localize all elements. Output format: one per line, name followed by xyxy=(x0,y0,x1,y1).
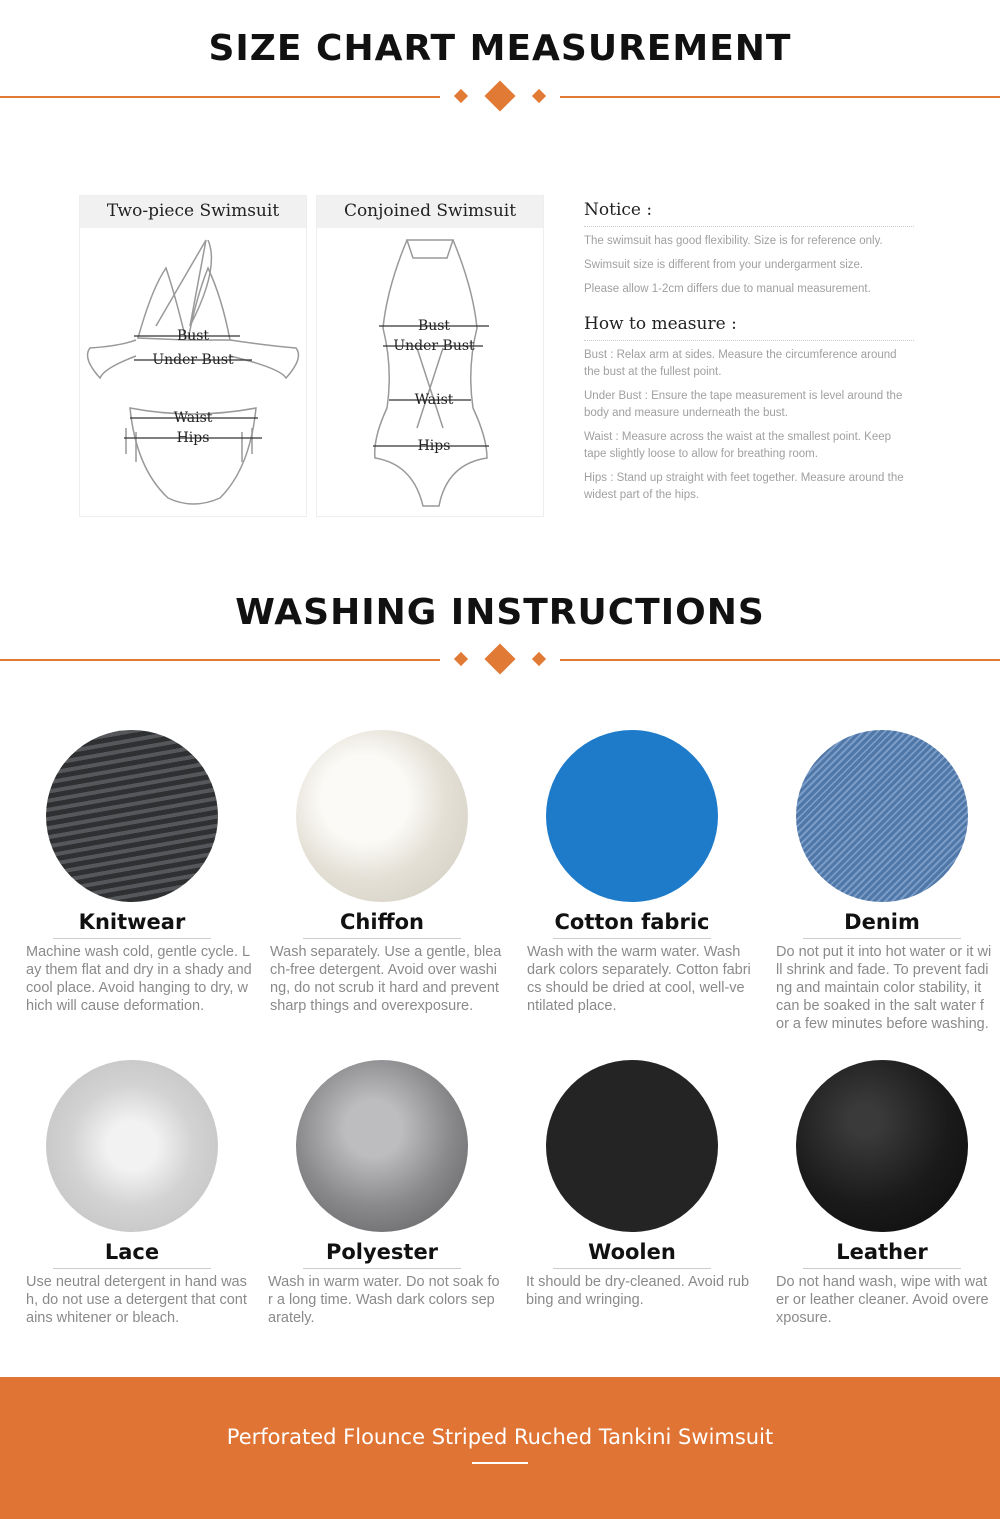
conjoined-header: Conjoined Swimsuit xyxy=(317,196,543,228)
chiffon-swatch xyxy=(296,730,468,902)
knitwear-swatch xyxy=(46,730,218,902)
section-divider xyxy=(0,82,1000,112)
notice-item: Swimsuit size is different from your undergarment size. xyxy=(584,259,864,271)
fabric-desc: Machine wash cold, gentle cycle. Lay them flat and dry in a shady and cool place. Avoid hanging to dry, which will cause deformation. xyxy=(26,944,252,1014)
notice-item: Please allow 1-2cm differs due to manual measurement. xyxy=(584,283,871,295)
fabric-card-woolen xyxy=(512,1060,752,1309)
notice-title: Notice : xyxy=(584,200,914,227)
fabric-desc: Use neutral detergent in hand wash, do not use a detergent that contains whitener or bleach. xyxy=(26,1274,247,1326)
fabric-name: Denim xyxy=(844,910,920,934)
fabric-card-lace xyxy=(12,1060,252,1327)
hips-label: Hips xyxy=(417,438,451,454)
fabric-name: Chiffon xyxy=(340,910,424,934)
fabric-name: Woolen xyxy=(588,1240,676,1264)
how-to-item: Hips : Stand up straight with feet together. Measure around the widest part of the hips. xyxy=(584,472,904,501)
fabric-name: Leather xyxy=(836,1240,928,1264)
fabric-desc: Wash with the warm water. Wash dark colors separately. Cotton fabrics should be dried at cool, well-ventilated place. xyxy=(527,944,751,1014)
two-piece-diagram xyxy=(79,195,307,517)
fabric-card-polyester xyxy=(262,1060,502,1327)
woolen-swatch xyxy=(546,1060,718,1232)
how-to-item: Waist : Measure across the waist at the smallest point. Keep tape slightly loose to allow for breathing room. xyxy=(584,431,892,460)
leather-swatch xyxy=(796,1060,968,1232)
fabric-desc: Wash separately. Use a gentle, bleach-free detergent. Avoid over washing, do not scrub it hard and prevent sharp things and overexposure. xyxy=(270,944,502,1014)
under-bust-label: Under Bust xyxy=(393,338,475,354)
two-piece-swimsuit-illustration xyxy=(80,228,306,516)
how-to-measure-title: How to measure : xyxy=(584,314,914,341)
waist-label: Waist xyxy=(414,392,454,408)
polyester-swatch xyxy=(296,1060,468,1232)
hips-label: Hips xyxy=(176,430,210,446)
cotton-swatch xyxy=(546,730,718,902)
footer-underline xyxy=(472,1462,528,1464)
under-bust-label: Under Bust xyxy=(152,352,234,368)
fabric-desc: It should be dry-cleaned. Avoid rubbing and wringing. xyxy=(526,1274,750,1308)
bust-label: Bust xyxy=(417,318,451,334)
denim-swatch xyxy=(796,730,968,902)
conjoined-swimsuit-illustration xyxy=(317,228,543,516)
notice-panel xyxy=(584,200,914,504)
fabric-name: Cotton fabric xyxy=(554,910,710,934)
waist-label: Waist xyxy=(173,410,213,426)
fabric-desc: Wash in warm water. Do not soak for a long time. Wash dark colors separately. xyxy=(268,1274,500,1326)
product-title: Perforated Flounce Striped Ruched Tankini Swimsuit xyxy=(226,1425,774,1449)
notice-item: The swimsuit has good flexibility. Size is for reference only. xyxy=(584,235,883,247)
fabric-card-knitwear xyxy=(12,730,252,1015)
size-chart-title: SIZE CHART MEASUREMENT xyxy=(208,28,792,69)
footer-banner xyxy=(0,1377,1000,1519)
lace-swatch xyxy=(46,1060,218,1232)
fabric-card-denim xyxy=(762,730,1000,1033)
fabric-name: Lace xyxy=(104,1240,160,1264)
bust-label: Bust xyxy=(176,328,210,344)
fabric-desc: Do not hand wash, wipe with water or leather cleaner. Avoid overexposure. xyxy=(776,1274,989,1326)
how-to-item: Bust : Relax arm at sides. Measure the circumference around the bust at the fullest point. xyxy=(584,349,897,378)
fabric-card-chiffon xyxy=(262,730,502,1015)
conjoined-diagram xyxy=(316,195,544,517)
washing-title: WASHING INSTRUCTIONS xyxy=(235,592,765,633)
fabric-card-cotton xyxy=(512,730,752,1015)
fabric-name: Polyester xyxy=(325,1240,439,1264)
two-piece-header: Two-piece Swimsuit xyxy=(80,196,306,228)
how-to-item: Under Bust : Ensure the tape measurement is level around the body and measure underneath the bust. xyxy=(584,390,903,419)
section-divider xyxy=(0,645,1000,675)
fabric-name: Knitwear xyxy=(78,910,186,934)
fabric-desc: Do not put it into hot water or it will shrink and fade. To prevent fading and maintain color stability, it can be soaked in the salt water for a few minutes before washing. xyxy=(776,944,992,1032)
fabric-card-leather xyxy=(762,1060,1000,1327)
